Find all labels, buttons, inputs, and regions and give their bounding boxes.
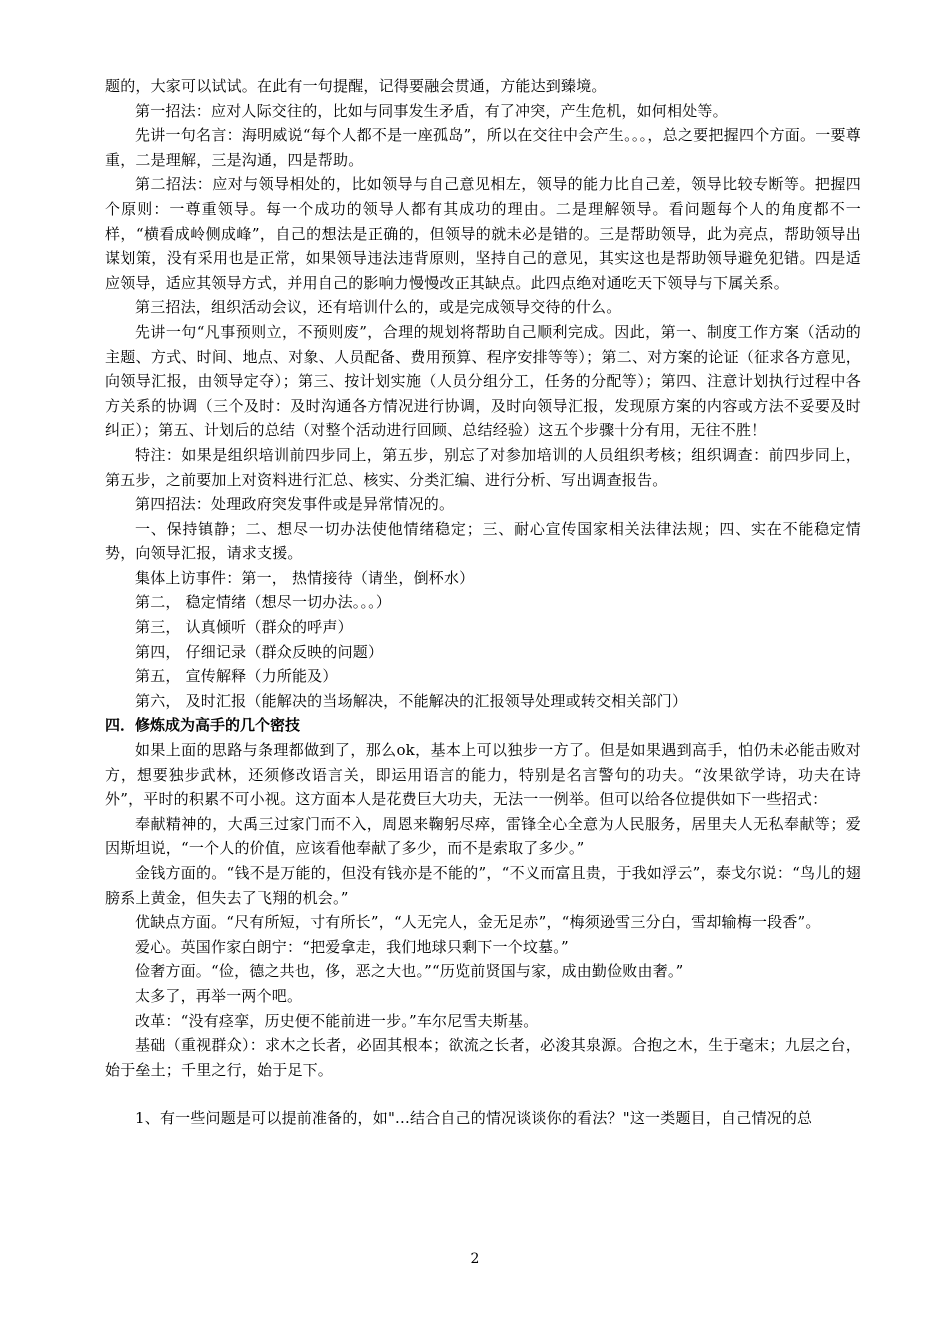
paragraph: 太多了，再举一两个吧。 [135,986,303,1005]
paragraph: 第三， 认真倾听（群众的呼声） [135,618,353,637]
paragraph: 1、有一些问题是可以提前准备的，如"...结合自己的情况谈谈你的看法？"这一类题目，自己情况的总 [135,1109,813,1128]
paragraph: 第二招法：应对与领导相处的，比如领导与自己意见相左，领导的能力比自己差，领导比较专断等。把握四个原则：一尊重领导。每一个成功的领导人都有其成功的理由。二是理解领导。看问题每个人的角度都不一样，“横看成岭侧成峰”，自己的想法是正确的，但领导的就未必是错的。三是帮助领导，此为亮点，帮助领导出谋划策，没有采用也是正常，如果领导违法违背原则，坚持自己的意见，其实这也是帮助领导避免犯错。四是适应领导，适应其领导方式，并用自己的影响力慢慢改正其缺点。此四点绝对通吃天下领导与下属关系。 [105,175,861,292]
page-number: 2 [470,1251,480,1267]
section-heading: 四．修炼成为高手的几个密技 [105,716,301,735]
paragraph: 俭奢方面。“俭，德之共也，侈，恶之大也。”“历览前贤国与家，成由勤俭败由奢。” [135,962,684,981]
paragraph: 第二， 稳定情绪（想尽一切办法。。。） [135,593,392,612]
paragraph: 集体上访事件：第一， 热情接待（请坐，倒杯水） [135,568,475,587]
paragraph: 题的，大家可以试试。在此有一句提醒，记得要融会贯通，方能达到臻境。 [105,77,607,95]
paragraph: 先讲一句名言：海明威说“每个人都不是一座孤岛”，所以在交往中会产生。。。，总之要把握四个方面。一要尊重，二是理解，三是沟通，四是帮助。 [105,126,861,169]
document-body [105,74,861,1131]
paragraph: 优缺点方面。“尺有所短，寸有所长”，“人无完人，金无足赤”，“梅须逊雪三分白，雪却输梅一段香”。 [135,913,821,932]
paragraph: 基础（重视群众）：求木之长者，必固其根本；欲流之长者，必浚其泉源。合抱之木，生于毫末；九层之台，始于垒土；千里之行，始于足下。 [105,1036,861,1079]
paragraph: 改革：“没有痉挛，历史便不能前进一步。”车尔尼雪夫斯基。 [135,1011,539,1030]
paragraph: 第五， 宣传解释（力所能及） [135,667,338,686]
paragraph: 一、保持镇静；二、想尽一切办法使他情绪稳定；三、耐心宣传国家相关法律法规；四、实在不能稳定情势，向领导汇报，请求支援。 [105,519,861,563]
paragraph: 第一招法：应对人际交往的，比如与同事发生矛盾，有了冲突，产生危机，如何相处等。 [135,101,728,120]
paragraph: 第四招法：处理政府突发事件或是异常情况的。 [135,495,455,514]
paragraph: 第四， 仔细记录（群众反映的问题） [135,642,384,661]
paragraph: 第六， 及时汇报（能解决的当场解决，不能解决的汇报领导处理或转交相关部门） [135,691,688,710]
paragraph: 奉献精神的，大禹三过家门而不入，周恩来鞠躬尽瘁，雷锋全心全意为人民服务，居里夫人无私奉献等；爱因斯坦说，“一个人的价值，应该看他奉献了多少，而不是索取了多少。” [105,814,861,858]
paragraph: 第三招法，组织活动会议，还有培训什么的，或是完成领导交待的什么。 [135,298,622,317]
paragraph: 金钱方面的。“钱不是万能的，但没有钱亦是不能的”，“不义而富且贵，于我如浮云”，泰戈尔说：“鸟儿的翅膀系上黄金，但失去了飞翔的机会。” [105,864,861,907]
paragraph: 先讲一句“凡事预则立，不预则废”，合理的规划将帮助自己顺利完成。因此，第一、制度工作方案（活动的主题、方式、时间、地点、对象、人员配备、费用预算、程序安排等等）；第二、对方案的论证（征求各方意见，向领导汇报，由领导定夺）；第三、按计划实施（人员分组分工，任务的分配等）；第四、注意计划执行过程中各方关系的协调（三个及时：及时沟通各方情况进行协调，及时向领导汇报，发现原方案的内容或方法不妥要及时纠正）；第五、计划后的总结（对整个活动进行回顾、总结经验）这五个步骤十分有用，无往不胜！ [105,322,861,440]
paragraph: 如果上面的思路与条理都做到了，那么ok，基本上可以独步一方了。但是如果遇到高手，怕仍未必能击败对方，想要独步武林，还须修改语言关，即运用语言的能力，特别是名言警句的功夫。“汝果欲学诗，功夫在诗外”，平时的积累不可小视。这方面本人是花费巨大功夫，无法一一例举。但可以给各位提供如下一些招式： [105,741,861,809]
paragraph: 特注：如果是组织培训前四步同上，第五步，别忘了对参加培训的人员组织考核；组织调查：前四步同上，第五步，之前要加上对资料进行汇总、核实、分类汇编、进行分析、写出调查报告。 [105,445,861,489]
blank-line [105,1082,861,1106]
paragraph: 爱心。英国作家白朗宁：“把爱拿走，我们地球只剩下一个坟墓。” [135,937,569,956]
